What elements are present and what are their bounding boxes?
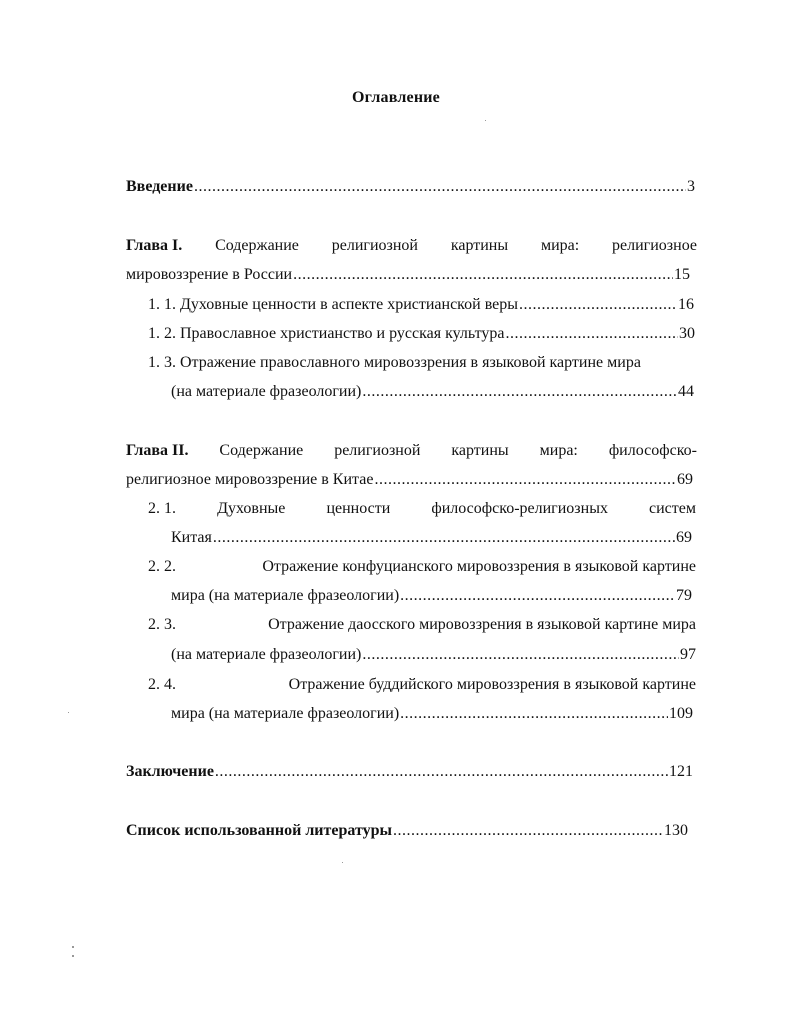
section-label-continued: Китая: [171, 529, 212, 546]
page-number: 30: [679, 325, 695, 342]
section-label-continued: мира (на материале фразеологии): [171, 587, 400, 604]
section-number: 2. 4.: [148, 676, 176, 693]
chapter1-word: религиозной: [331, 237, 418, 254]
chapter2-word: картины: [451, 442, 509, 459]
chapter2-word: философско-: [608, 442, 697, 459]
toc-section-2-3-line2[interactable]: [171, 645, 696, 665]
chapter2-heading-line1[interactable]: [126, 441, 697, 461]
page-number: 44: [678, 383, 694, 400]
scan-speck: [68, 712, 69, 713]
chapter1-word: картины: [450, 237, 509, 254]
section-label: 1. 3. Отражение православного мировоззрения в языковой картине мира: [148, 354, 641, 371]
section-number: 2. 2.: [148, 558, 176, 575]
section-word: Духовные: [217, 500, 286, 517]
chapter2-word: Содержание: [219, 442, 304, 459]
toc-conclusion[interactable]: [126, 762, 693, 782]
intro-label: Введение: [126, 178, 193, 195]
chapter2-prefix: Глава II.: [126, 442, 189, 459]
chapter1-heading-line1[interactable]: [126, 236, 697, 256]
dot-leader: [194, 177, 686, 197]
dot-leader: [400, 704, 668, 724]
page-number: 3: [687, 178, 695, 195]
section-number: 2. 3.: [148, 616, 176, 633]
dot-leader: [505, 324, 678, 344]
dot-leader: [400, 586, 675, 606]
page-number: 97: [680, 646, 696, 663]
page-number: 130: [664, 822, 688, 839]
toc-section-2-2-line2[interactable]: [171, 586, 692, 606]
section-label: Отражение буддийского мировоззрения в языковой картине: [288, 676, 696, 693]
toc-section-1-3-line1[interactable]: [148, 353, 697, 373]
toc-section-1-2[interactable]: [148, 324, 695, 344]
toc-section-2-1-line2[interactable]: [171, 528, 692, 548]
page-number: 79: [676, 587, 692, 604]
toc-section-1-1[interactable]: [148, 295, 694, 315]
chapter2-word: религиозной: [334, 442, 421, 459]
dot-leader: [374, 470, 676, 490]
toc-section-1-3-line2[interactable]: [171, 382, 694, 402]
section-label: 1. 2. Православное христианство и русская культура: [148, 325, 505, 342]
page-number: 109: [669, 705, 693, 722]
section-word: ценности: [326, 500, 391, 517]
conclusion-label: Заключение: [126, 763, 214, 780]
toc-references[interactable]: [126, 821, 688, 841]
section-label: Отражение даосского мировоззрения в языковой картине мира: [268, 616, 696, 633]
chapter2-heading-line2[interactable]: [126, 470, 693, 490]
page-number: 69: [677, 471, 693, 488]
section-label-continued: (на материале фразеологии): [171, 646, 362, 663]
chapter2-word: мира:: [539, 442, 578, 459]
chapter1-word: мира:: [540, 237, 580, 254]
toc-title: Оглавление: [352, 89, 440, 106]
chapter1-prefix: Глава I.: [126, 237, 183, 254]
page-number: 16: [678, 296, 694, 313]
dot-leader: [362, 382, 677, 402]
scan-speck: [342, 862, 343, 863]
section-label: Отражение конфуцианского мировоззрения в языковой картине: [262, 558, 696, 575]
toc-section-2-4-line2[interactable]: [171, 704, 693, 724]
chapter1-word: религиозное: [612, 237, 697, 254]
toc-section-2-3-line1[interactable]: [148, 615, 696, 635]
toc-section-2-4-line1[interactable]: [148, 675, 696, 695]
page-number: 69: [676, 529, 692, 546]
dot-leader: [213, 528, 675, 548]
scan-speck: [72, 955, 74, 957]
section-word: систем: [649, 500, 696, 517]
dot-leader: [215, 762, 668, 782]
chapter1-line2: мировоззрение в России: [126, 266, 293, 283]
dot-leader: [362, 645, 679, 665]
chapter2-line2: религиозное мировоззрение в Китае: [126, 471, 374, 488]
toc-section-2-2-line1[interactable]: [148, 557, 696, 577]
section-label-continued: мира (на материале фразеологии): [171, 705, 400, 722]
chapter1-heading-line2[interactable]: [126, 265, 690, 285]
section-label: 1. 1. Духовные ценности в аспекте христианской веры: [148, 296, 519, 313]
toc-section-2-1-line1[interactable]: [148, 499, 696, 519]
references-label: Список использованной литературы: [126, 822, 392, 839]
chapter1-word: Содержание: [215, 237, 299, 254]
section-label-continued: (на материале фразеологии): [171, 383, 362, 400]
dot-leader: [393, 821, 663, 841]
toc-intro[interactable]: [126, 177, 695, 197]
scan-speck: [72, 946, 74, 948]
dot-leader: [293, 265, 673, 285]
section-word: философско-религиозных: [431, 500, 608, 517]
dot-leader: [519, 295, 677, 315]
scan-speck: [485, 120, 486, 121]
page-number: 121: [669, 763, 693, 780]
page-number: 15: [674, 266, 690, 283]
section-number: 2. 1.: [148, 500, 176, 517]
